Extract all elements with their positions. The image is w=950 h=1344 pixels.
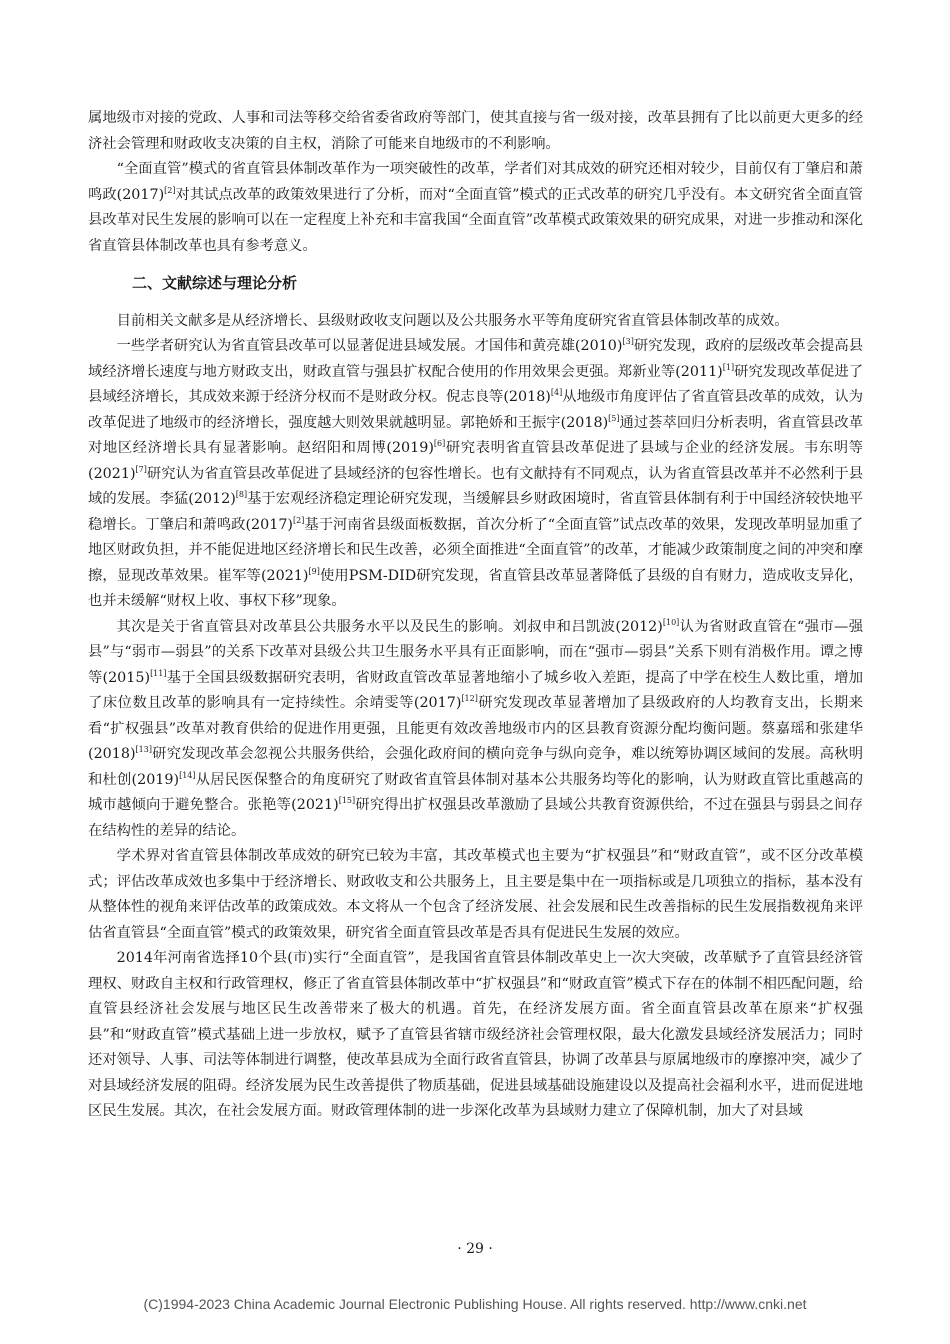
text-run: 对其试点改革的政策效果进行了分析，而对“全面直管”模式的正式改革的研究几乎没有。本文研究省全面直管县改革对民生发展的影响可以在一定程度上补充和丰富我国“全面直管”改革模式政策效果的研究成果，对进一步推动和深化省直管县体制改革也具有参考意义。 xyxy=(88,186,863,254)
citation-ref: [4] xyxy=(550,388,563,398)
page-number: · 29 · xyxy=(457,1241,493,1257)
citation-ref: [7] xyxy=(135,464,147,474)
citation-ref: [15] xyxy=(338,796,356,806)
citation-ref: [8] xyxy=(235,490,248,500)
citation-ref: [9] xyxy=(308,566,320,576)
copyright-footer: (C)1994-2023 China Academic Journal Electronic Publishing House. All rights reserved. http://www.cnki.net xyxy=(143,1296,807,1312)
citation-ref: [6] xyxy=(433,439,446,449)
citation-ref: [14] xyxy=(179,770,196,780)
text-run: 研究发现改革显著增加了县级政府的人均教育支出，长期来看“扩权强县”改革对教育供给的促进作用更强，且能更有效改善地级市内的区县教育资源分配均衡问题。蔡嘉瑶和张建华(2018) xyxy=(88,695,863,762)
paragraph xyxy=(88,615,863,845)
text-run: 认为省财政直管在“强市—强县”与“弱市—弱县”的关系下改革对县级公共卫生服务水平具有正面影响，而在“强市—弱县”关系下则有消极作用。谭之博等(2015) xyxy=(88,618,863,686)
paragraph: 属地级市对接的党政、人事和司法等移交给省委省政府等部门，使其直接与省一级对接，改革县拥有了比以前更大更多的经济社会管理和财政收支决策的自主权，消除了可能来自地级市的不利影响。 xyxy=(88,110,863,152)
text-run: 研究发现，政府的层级改革会提高县域经济增长速度与地方财政支出，财政直管与强县扩权配合使用的作用效果会更强。郑新业等(2011) xyxy=(88,338,863,380)
text-run: 研究发现改革会忽视公共服务供给，会强化政府间的横向竞争与纵向竞争，难以统筹协调区域间的发展。高秋明和杜创(2019) xyxy=(88,746,863,788)
text-run: 从地级市角度评估了省直管县改革的成效，认为改革促进了地级市的经济增长，强度越大则效果就越明显。郭艳娇和王振宇(2018) xyxy=(88,389,863,431)
citation-ref: [13] xyxy=(135,745,152,755)
citation-ref: [11] xyxy=(150,668,167,678)
paragraph xyxy=(88,157,863,259)
text-run: 基于全国县级数据研究表明，省财政直管改革显著地缩小了城乡收入差距，提高了中学在校生人数比重，增加了床位数且改革的影响具有一定持续性。余靖雯等(2017) xyxy=(88,669,863,711)
citation-ref: [3] xyxy=(622,337,634,347)
text-run: 研究表明省直管县改革促进了县域与企业的经济发展。韦东明等(2021) xyxy=(88,440,863,482)
paragraph: 目前相关文献多是从经济增长、县级财政收支问题以及公共服务水平等角度研究省直管县体制改革的成效。 xyxy=(116,312,789,329)
article-body xyxy=(88,106,863,1125)
text-run: 研究发现改革促进了县域经济增长，其成效来源于经济分权而不是财政分权。倪志良等(2018) xyxy=(88,363,863,405)
text-run: 研究得出扩权强县改革激励了县域公共教育资源供给，不过在强县与弱县之间存在结构性的差异的结论。 xyxy=(88,797,864,839)
text-run: “全面直管”模式的省直管县体制改革作为一项突破性的改革，学者们对其成效的研究还相对较少，目前仅有丁肇启和萧鸣政(2017) xyxy=(88,161,863,203)
text-run: 使用PSM-DID研究发现，省直管县改革显著降低了县级的自有财力，造成收支异化，也并未缓解“财权上收、事权下移”现象。 xyxy=(88,567,863,609)
text-run: 研究认为省直管县改革促进了县域经济的包容性增长。也有文献持有不同观点，认为省直管县改革并不必然利于县域的发展。李猛(2012) xyxy=(88,465,863,507)
citation-ref: [12] xyxy=(461,694,478,704)
text-run: 基于河南省县级面板数据，首次分析了“全面直管”试点改革的效果，发现改革明显加重了地区财政负担，并不能促进地区经济增长和民生改善，必须全面推进“全面直管”的改革，才能减少政策制度之间的冲突和摩擦，显现改革效果。崔军等(2021) xyxy=(88,516,863,584)
text-run: 一些学者研究认为省直管县改革可以显著促进县域发展。才国伟和黄亮雄(2010) xyxy=(116,338,623,354)
text-run: 基于宏观经济稳定理论研究发现，当缓解县乡财政困境时，省直管县体制有利于中国经济较快地平稳增长。丁肇启和萧鸣政(2017) xyxy=(88,491,863,533)
citation-ref: [2] xyxy=(293,515,305,525)
paragraph: 2014年河南省选择10个县(市)实行“全面直管”，是我国省直管县体制改革史上一次大突破，改革赋予了直管县经济管理权、财政自主权和行政管理权，修正了省直管县体制改革中“扩权强县”和“财政直管”模式下存在的体制不相匹配问题，给直管县经济社会发展与地区民生改善带来了极大的机遇。首先，在经济发展方面。省全面直管县改革在原来“扩权强县”和“财政直管”模式基础上进一步放权，赋予了直管县省辖市级经济社会管理权限，最大化激发县域经济发展活力；同时还对领导、人事、司法等体制进行调整，使改革县成为全面行政省直管县，协调了改革县与原属地级市的摩擦冲突，减少了对县域经济发展的阻碍。经济发展为民生改善提供了物质基础，促进县域基础设施建设以及提高社会福利水平，进而促进地区民生发展。其次，在社会发展方面。财政管理体制的进一步深化改革为县域财力建立了保障机制，加大了对县域 xyxy=(88,950,863,1119)
section-heading: 二、文献综述与理论分析 xyxy=(132,274,298,292)
citation-ref: [2] xyxy=(164,185,176,195)
text-run: 从居民医保整合的角度研究了财政省直管县体制对基本公共服务均等化的影响，认为财政直管比重越高的城市越倾向于避免整合。张艳等(2021) xyxy=(88,771,863,813)
text-run: 其次是关于省直管县对改革县公共服务水平以及民生的影响。刘叔申和吕凯波(2012) xyxy=(116,618,663,635)
text-run: 通过荟萃回归分析表明，省直管县改革对地区经济增长具有显著影响。赵绍阳和周博(2019) xyxy=(88,414,863,456)
paragraph xyxy=(88,334,863,615)
paragraph: 学术界对省直管县体制改革成效的研究已较为丰富，其改革模式也主要为“扩权强县”和“财政直管”，或不区分改革模式；评估改革成效也多集中于经济增长、财政收支和公共服务上，且主要是集中在一项指标或是几项独立的指标，基本没有从整体性的视角来评估改革的政策成效。本文将从一个包含了经济发展、社会发展和民生改善指标的民生发展指数视角来评估省直管县“全面直管”模式的政策效果，研究省全面直管县改革是否具有促进民生发展的效应。 xyxy=(88,848,863,941)
citation-ref: [5] xyxy=(608,413,620,423)
citation-ref: [1] xyxy=(722,362,735,372)
citation-ref: [10] xyxy=(662,617,680,627)
